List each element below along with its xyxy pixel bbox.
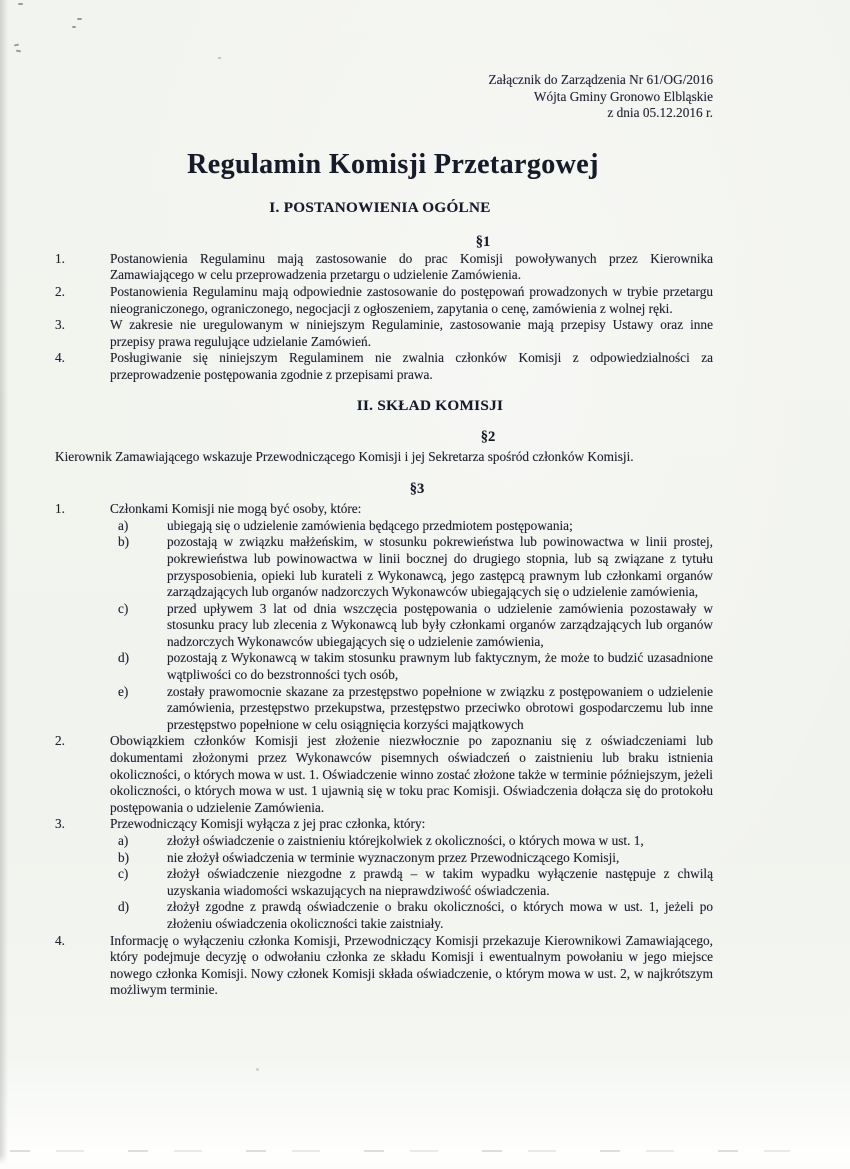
list-item xyxy=(55,350,713,383)
list-item-text: Obowiązkiem członków Komisji jest złożenie niezwłocznie po zapoznaniu się z oświadczeniami lub dokumentami złożonymi przez Wykonawców pisemnych oświadczeń o zaistnieniu lub braku istnienia okoliczności, o których mowa w ust. 1. Oświadczenie winno zostać złożone także w terminie późniejszym, jeżeli okoliczności, o których mowa w ust. 1 ujawnią się w toku prac Komisji. Oświadczenia dołącza się do protokołu postępowania o udzielenie Zamówienia. xyxy=(110,733,713,815)
sub-list-item xyxy=(110,650,713,683)
scan-bottom-edge xyxy=(0,1155,850,1169)
sub-item-letter: c) xyxy=(118,600,129,616)
scan-speckle xyxy=(256,1068,259,1071)
list-item-text: Członkami Komisji nie mogą być osoby, które: xyxy=(110,501,362,517)
sub-item-text: złożył oświadczenie niezgodne z prawdą – w takim wypadku wyłączenie następuje z chwilą uzyskania wiadomości wskazujących na nieprawdziwość oświadczenia. xyxy=(167,866,713,898)
sub-item-letter: b) xyxy=(118,534,130,550)
list-item xyxy=(55,933,713,999)
list-item-number: 2. xyxy=(55,283,65,299)
sub-list-item xyxy=(110,850,713,867)
sub-list-item xyxy=(110,899,713,932)
sub-item-letter: b) xyxy=(118,849,130,865)
list-item xyxy=(55,317,713,350)
sub-list-item xyxy=(110,833,713,850)
list-item xyxy=(55,501,713,733)
scan-speckle xyxy=(18,3,23,5)
list-item-text: Posługiwanie się niniejszym Regulaminem nie zwalnia członków Komisji z odpowiedzialności za przeprowadzenie postępowania zgodnie z przepisami prawa. xyxy=(110,350,713,382)
sub-item-text: złożył zgodne z prawdą oświadczenie o braku okoliczności, o których mowa w ust. 1, jeżeli po złożeniu oświadczenia okoliczności takie zaistniały. xyxy=(167,899,713,931)
list-item-text: Postanowienia Regulaminu mają zastosowanie do prac Komisji powoływanych przez Kierownika Zamawiającego w celu przeprowadzenia przetargu o udzielenie Zamówienia. xyxy=(110,250,713,283)
scan-speckle xyxy=(16,50,21,53)
paragraph-1-mark: §1 xyxy=(475,233,491,250)
scan-speckle xyxy=(14,44,19,47)
list-item-text: Przewodniczący Komisji wyłącza z jej prac członka, który: xyxy=(110,816,426,832)
sub-list-item xyxy=(110,866,713,899)
paragraph-3-list xyxy=(55,501,713,999)
scan-left-edge-shadow xyxy=(0,0,8,1169)
sub-item-text: nie złożył oświadczenia w terminie wyznaczonym przez Przewodniczącego Komisji, xyxy=(167,849,620,865)
sub-list-item xyxy=(110,534,713,600)
sub-item-text: przed upływem 3 lat od dnia wszczęcia postępowania o udzielenie zamówienia pozostawały w stosunku pracy lub zlecenia z Wykonawcą lub były członkami organów zarządzających lub organów nadzorczych Wykonawców ubiegających się o udzielenie zamówienia, xyxy=(167,600,713,649)
sub-item-letter: e) xyxy=(118,683,129,699)
list-item-number: 4. xyxy=(55,932,65,948)
sub-item-letter: a) xyxy=(118,517,129,533)
attachment-header xyxy=(55,0,713,122)
list-item-text: Informację o wyłączeniu członka Komisji, Przewodniczący Komisji przekazuje Kierownikowi Zamawiającego, który podejmuje decyzję o odwołaniu członka ze składu Komisji i ewentualnym powołaniu w jego miejsce nowego członka Komisji. Nowy członek Komisji składa oświadczenie, o którym mowa w ust. 2, w najkrótszym możliwym terminie. xyxy=(110,932,713,998)
sub-item-letter: a) xyxy=(118,833,129,848)
sub-item-letter: d) xyxy=(118,899,130,915)
sub-list-item xyxy=(110,518,713,535)
list-item-number: 2. xyxy=(55,733,65,749)
sub-item-text: zostały prawomocnie skazane za przestępstwo popełnione w związku z postępowaniem o udzielenie zamówienia, przestępstwo przekupstwa, przestępstwo przeciwko obrotowi gospodarczemu lub inne przestępstwo popełnione w celu osiągnięcia korzyści majątkowych xyxy=(167,683,713,732)
attachment-line-1: Załącznik do Zarządzenia Nr 61/OG/2016 xyxy=(488,72,713,87)
paragraph-2-mark: §2 xyxy=(480,428,496,445)
list-item-number: 3. xyxy=(55,816,65,832)
paragraph-3-mark: §3 xyxy=(409,481,425,498)
section-2-heading: II. SKŁAD KOMISJI xyxy=(356,396,504,414)
scan-bottom-artifacts xyxy=(10,1150,790,1152)
list-item xyxy=(55,816,713,932)
list-item-text: W zakresie nie uregulowanym w niniejszym Regulaminie, zastosowanie mają przepisy Ustawy oraz inne przepisy prawa regulujące udzielanie Zamówień. xyxy=(110,317,713,349)
attachment-line-3: z dnia 05.12.2016 r. xyxy=(607,105,713,121)
paragraph-1-list xyxy=(55,251,713,384)
list-item-number: 3. xyxy=(55,317,65,333)
sub-item-text: ubiegają się o udzielenie zamówienia będącego przedmiotem postępowania; xyxy=(167,517,573,533)
sub-list-item xyxy=(110,601,713,651)
sub-item-text: pozostają w związku małżeńskim, w stosunku pokrewieństwa lub powinowactwa w linii prostej, pokrewieństwa lub powinowactwa w linii bocznej do drugiego stopnia, lub są związane z tytułu przysposobienia, opieki lub kurateli z Wykonawcą, jego zastępcą prawnym lub członkami organów zarządzających lub organów nadzorczych Wykonawców ubiegających się o udzielenie zamówienia, xyxy=(167,534,713,600)
list-item-text: Postanowienia Regulaminu mają odpowiednie zastosowanie do postępowań prowadzonych w trybie przetargu nieograniczonego, ograniczonego, negocjacji z ogłoszeniem, zapytania o cenę, zamówienia z wolnej ręki. xyxy=(110,283,713,316)
list-item xyxy=(55,251,713,284)
text-column xyxy=(55,0,713,999)
section-1-heading: I. POSTANOWIENIA OGÓLNE xyxy=(269,198,491,216)
document-title: Regulamin Komisji Przetargowej xyxy=(187,148,599,180)
attachment-line-2: Wójta Gminy Gronowo Elbląskie xyxy=(533,88,713,104)
list-item-number: 4. xyxy=(55,350,65,366)
paragraph-2-text: Kierownik Zamawiającego wskazuje Przewodniczącego Komisji i jej Sekretarza spośród członków Komisji. xyxy=(55,448,634,464)
sub-item-letter: c) xyxy=(118,866,129,882)
sub-list-item xyxy=(110,684,713,734)
sub-item-text: złożył oświadczenie o zaistnieniu którejkolwiek z okoliczności, o których mowa w ust. 1, xyxy=(167,833,644,848)
list-item-number: 1. xyxy=(55,501,65,517)
list-item-number: 1. xyxy=(55,250,65,266)
list-item xyxy=(55,733,713,816)
list-item xyxy=(55,284,713,317)
sub-item-letter: d) xyxy=(118,650,130,666)
sub-item-text: pozostają z Wykonawcą w takim stosunku prawnym lub faktycznym, że może to budzić uzasadnione wątpliwości co do bezstronności tych osób, xyxy=(167,650,713,683)
